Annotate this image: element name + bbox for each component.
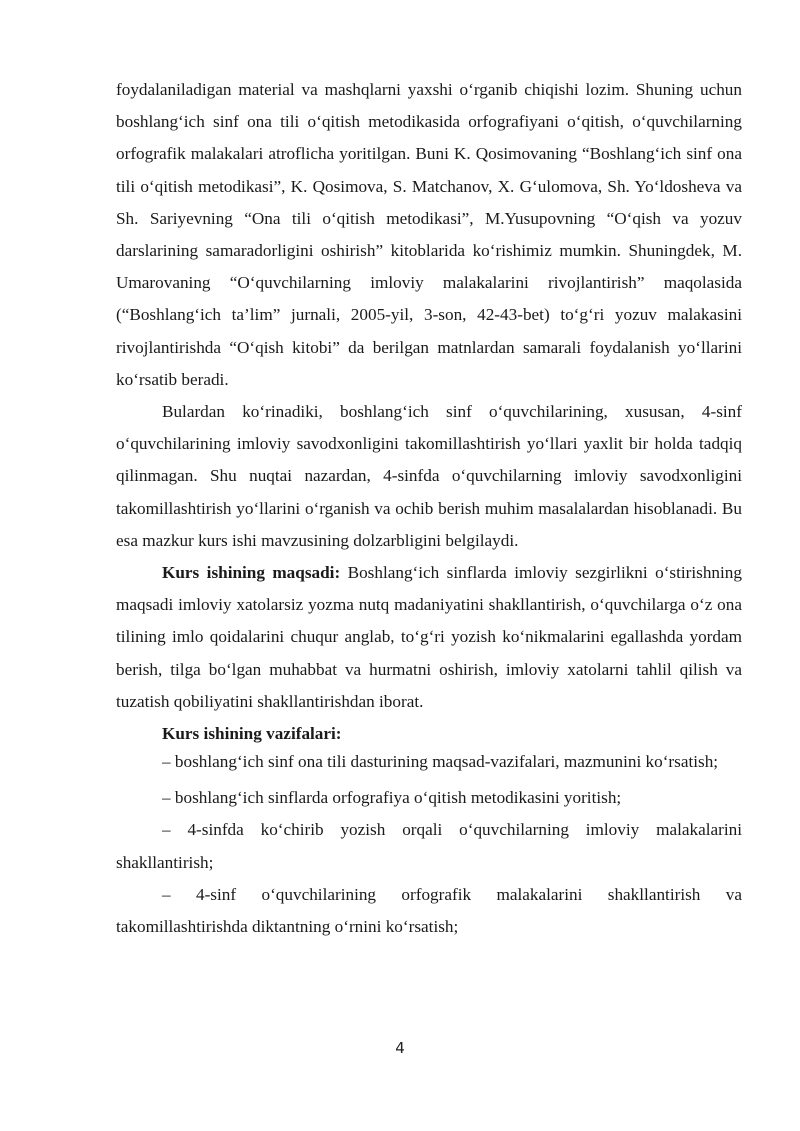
task-item-2: – boshlang‘ich sinflarda orfografiya o‘qitish metodikasini yoritish;: [162, 788, 622, 808]
tasks-heading: Kurs ishining vazifalari:: [162, 724, 342, 744]
task-item-3: – 4-sinfda ko‘chirib yozish orqali o‘quvchilarning imloviy malakalarini shakllantirish;: [116, 820, 742, 872]
paragraph-intro: foydalaniladigan material va mashqlarni yaxshi o‘rganib chiqishi lozim. Shuning uchun boshlang‘ich sinf ona tili o‘qitish metodikasida orfografiyani o‘qitish, o‘quvchilarning orfografik malakalari atroflicha yoritilgan. Buni K. Qosimovaning “Boshlang‘ich sinf ona tili o‘qitish metodikasi”, K. Qosimova, S. Matchanov, X. G‘ulomova, Sh. Yo‘ldosheva va Sh. Sariyevning “Ona tili o‘qitish metodikasi”, M.Yusupovning “O‘qish va yozuv darslarining samaradorligini oshirish” kitoblarida ko‘rishimiz mumkin. Shuningdek, M. Umarovaning “O‘quvchilarning imloviy malakalarini rivojlantirish” maqolasida (“Boshlang‘ich ta’lim” jurnali, 2005-yil, 3-son, 42-43-bet) to‘g‘ri yozuv malakasini rivojlantirishda “O‘qish kitobi” da berilgan matnlardan samarali foydalanish yo‘llarini ko‘rsatib beradi.: [116, 80, 742, 389]
task-item-4: – 4-sinf o‘quvchilarining orfografik malakalarini shakllantirish va takomillashtirishda diktantning o‘rnini ko‘rsatish;: [116, 884, 742, 937]
page-number: 4: [395, 1039, 405, 1057]
task-item-1: – boshlang‘ich sinf ona tili dasturining maqsad-vazifalari, mazmunini ko‘rsatish;: [162, 752, 719, 772]
document-page: [116, 74, 742, 943]
paragraph-relevance: Bulardan ko‘rinadiki, boshlang‘ich sinf o‘quvchilarining, xususan, 4-sinf o‘quvchilarining imloviy savodxonligini takomillashtirish yo‘llari yaxlit bir holda tadqiq qilinmagan. Shu nuqtai nazardan, 4-sinfda o‘quvchilarning imloviy savodxonligini takomillashtirish yo‘llarini o‘rganish va ochib berish muhim masalalardan hisoblanadi. Bu esa mazkur kurs ishi mavzusining dolzarbligini belgilaydi.: [116, 402, 742, 550]
paragraph-goal: [116, 557, 742, 718]
goal-label: Kurs ishining maqsadi:: [162, 563, 341, 583]
goal-text: Boshlang‘ich sinflarda imloviy sezgirlikni o‘stirishning maqsadi imloviy xatolarsiz yozma nutq madaniyatini shakllantirish, o‘quvchilarga o‘z ona tilining imlo qoidalarini chuqur anglab, to‘g‘ri yozish ko‘nikmalarini egallashda yordam berish, tilga bo‘lgan muhabbat va hurmatni oshirish, imloviy xatolarni tahlil qilish va tuzatish qobiliyatini shakllantirishdan iborat.: [116, 563, 742, 711]
